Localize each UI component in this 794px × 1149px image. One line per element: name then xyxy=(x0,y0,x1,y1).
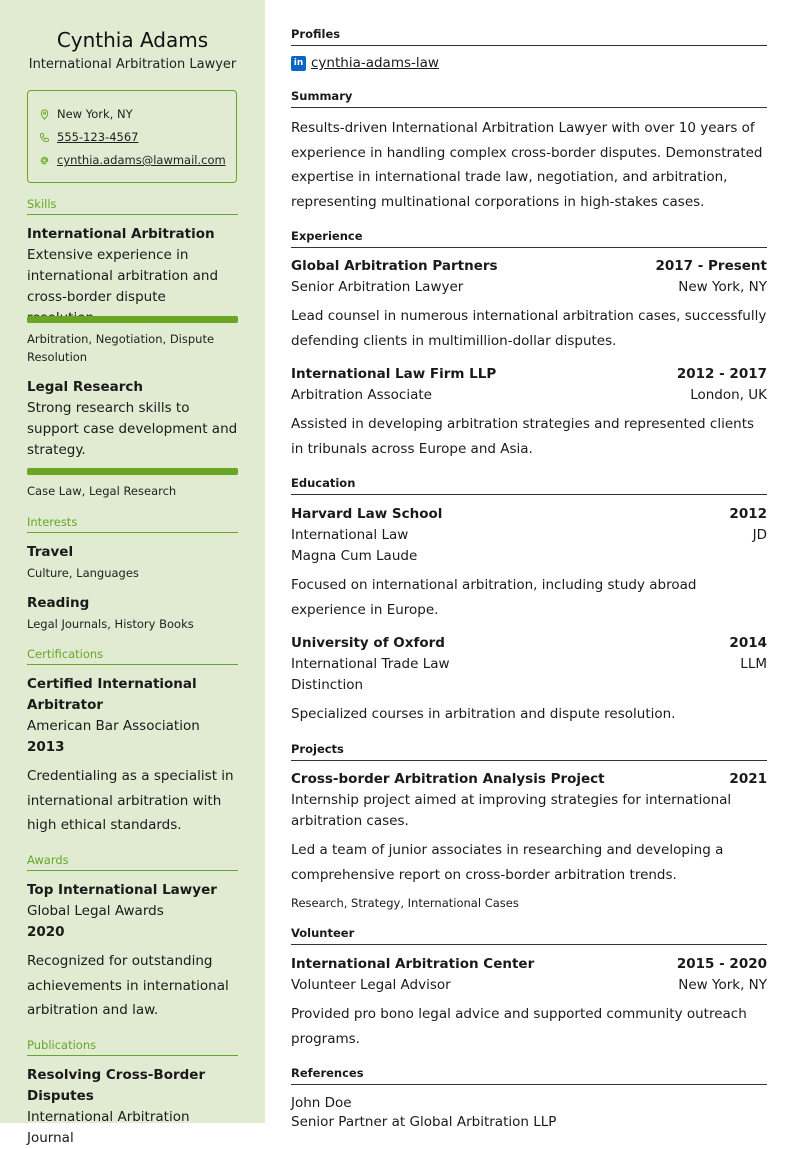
education-entry-header xyxy=(291,633,767,654)
certification-issuer: American Bar Association xyxy=(27,718,200,734)
experience-summary: Lead counsel in numerous international arbitration cases, successfully defending clients in multimillion-dollar disputes. xyxy=(291,308,767,349)
sidebar xyxy=(0,0,265,1146)
volunteer-dates: 2015 - 2020 xyxy=(676,956,767,972)
skill-keywords: Case Law, Legal Research xyxy=(27,484,177,498)
education-degree: JD xyxy=(752,527,767,543)
education-entry-header xyxy=(291,504,767,525)
project-entry-header xyxy=(291,769,767,790)
experience-heading: Experience xyxy=(291,229,767,248)
education-year: 2012 xyxy=(729,506,767,522)
contact-box xyxy=(27,90,237,183)
publications-heading: Publications xyxy=(27,1038,238,1056)
experience-dates: 2017 - Present xyxy=(655,258,767,274)
publication-publisher: International Arbitration Journal xyxy=(27,1109,190,1146)
experience-dates: 2012 - 2017 xyxy=(676,366,767,382)
education-institution: University of Oxford xyxy=(291,635,445,651)
main-content xyxy=(265,0,794,1130)
contact-location xyxy=(39,106,133,122)
linkedin-icon: in xyxy=(291,56,306,71)
volunteer-organization: International Arbitration Center xyxy=(291,956,535,972)
interest-name: Reading xyxy=(27,595,90,611)
skill-level-bar xyxy=(27,468,238,475)
interest-keywords: Legal Journals, History Books xyxy=(27,617,194,631)
certification-date: 2013 xyxy=(27,739,65,755)
education-honors-row xyxy=(291,546,767,567)
skill-description: Strong research skills to support case development and strategy. xyxy=(27,400,238,458)
skill-keywords: Arbitration, Negotiation, Dispute Resolution xyxy=(27,332,215,364)
contact-phone[interactable] xyxy=(39,129,138,145)
education-honors: Distinction xyxy=(291,677,364,693)
award-awarder: Global Legal Awards xyxy=(27,903,164,919)
certifications-heading: Certifications xyxy=(27,647,238,665)
experience-position: Senior Arbitration Lawyer xyxy=(291,279,464,295)
project-year: 2021 xyxy=(729,771,767,787)
summary-text: Results-driven International Arbitration Lawyer with over 10 years of experience in handling complex cross-border disputes. Demonstrated expertise in international trade law, negotiation, and arbitration, representing multinational corporations in high-stakes cases. xyxy=(291,120,763,210)
education-honors-row xyxy=(291,675,767,696)
map-pin-icon xyxy=(39,109,50,120)
experience-company: International Law Firm LLP xyxy=(291,366,497,382)
certification-summary: Credentialing as a specialist in international arbitration with high ethical standards. xyxy=(27,768,234,833)
education-institution: Harvard Law School xyxy=(291,506,443,522)
certification-name: Certified International Arbitrator xyxy=(27,676,197,713)
reference-name: John Doe xyxy=(291,1095,352,1111)
experience-entry-subheader xyxy=(291,277,767,298)
education-honors: Magna Cum Laude xyxy=(291,548,418,564)
linkedin-profile[interactable] xyxy=(291,55,439,71)
experience-location: London, UK xyxy=(690,387,767,403)
volunteer-heading: Volunteer xyxy=(291,926,767,945)
award-date: 2020 xyxy=(27,924,65,940)
volunteer-summary: Provided pro bono legal advice and supported community outreach programs. xyxy=(291,1006,747,1047)
candidate-name: Cynthia Adams xyxy=(56,28,209,52)
experience-summary: Assisted in developing arbitration strategies and represented clients in tribunals across Europe and Asia. xyxy=(291,416,755,457)
education-heading: Education xyxy=(291,476,767,495)
awards-heading: Awards xyxy=(27,853,238,871)
location-text: New York, NY xyxy=(57,107,133,121)
volunteer-position: Volunteer Legal Advisor xyxy=(291,977,451,993)
candidate-headline: International Arbitration Lawyer xyxy=(28,57,237,72)
project-summary: Led a team of junior associates in researching and developing a comprehensive report on cross-border arbitration trends. xyxy=(291,842,724,883)
interest-name: Travel xyxy=(27,544,74,560)
at-sign-icon xyxy=(39,155,50,166)
experience-entry-subheader xyxy=(291,385,767,406)
experience-location: New York, NY xyxy=(678,279,767,295)
interest-keywords: Culture, Languages xyxy=(27,566,139,580)
profiles-heading: Profiles xyxy=(291,27,767,46)
education-entry-subheader xyxy=(291,654,767,675)
phone-link[interactable]: 555-123-4567 xyxy=(57,130,139,144)
project-keywords: Research, Strategy, International Cases xyxy=(291,896,519,910)
education-year: 2014 xyxy=(729,635,767,651)
reference-title: Senior Partner at Global Arbitration LLP xyxy=(291,1114,557,1130)
education-degree: LLM xyxy=(740,656,767,672)
project-name: Cross-border Arbitration Analysis Project xyxy=(291,771,605,787)
education-area: International Trade Law xyxy=(291,656,450,672)
volunteer-entry-header xyxy=(291,954,767,975)
summary-heading: Summary xyxy=(291,89,767,108)
skill-level-bar xyxy=(27,316,238,323)
education-entry-subheader xyxy=(291,525,767,546)
award-title: Top International Lawyer xyxy=(27,882,217,898)
experience-position: Arbitration Associate xyxy=(291,387,432,403)
skill-name: Legal Research xyxy=(27,379,143,395)
volunteer-entry-subheader xyxy=(291,975,767,996)
experience-company: Global Arbitration Partners xyxy=(291,258,498,274)
experience-entry-header xyxy=(291,364,767,385)
skill-name: International Arbitration xyxy=(27,226,215,242)
linkedin-link[interactable]: cynthia-adams-law xyxy=(311,55,439,71)
project-description: Internship project aimed at improving strategies for international arbitration cases. xyxy=(291,792,732,829)
education-summary: Specialized courses in arbitration and dispute resolution. xyxy=(291,706,676,722)
skills-heading: Skills xyxy=(27,197,238,215)
award-summary: Recognized for outstanding achievements in international arbitration and law. xyxy=(27,953,229,1018)
education-summary: Focused on international arbitration, including study abroad experience in Europe. xyxy=(291,577,697,618)
education-area: International Law xyxy=(291,527,409,543)
contact-email[interactable] xyxy=(39,152,226,168)
phone-icon xyxy=(39,132,50,143)
volunteer-location: New York, NY xyxy=(678,977,767,993)
publication-name: Resolving Cross-Border Disputes xyxy=(27,1067,206,1104)
email-link[interactable]: cynthia.adams@lawmail.com xyxy=(57,153,226,167)
projects-heading: Projects xyxy=(291,742,767,761)
experience-entry-header xyxy=(291,256,767,277)
interests-heading: Interests xyxy=(27,515,238,533)
skill-description: Extensive experience in international arbitration and cross-border dispute xyxy=(27,247,219,305)
references-heading: References xyxy=(291,1066,767,1085)
